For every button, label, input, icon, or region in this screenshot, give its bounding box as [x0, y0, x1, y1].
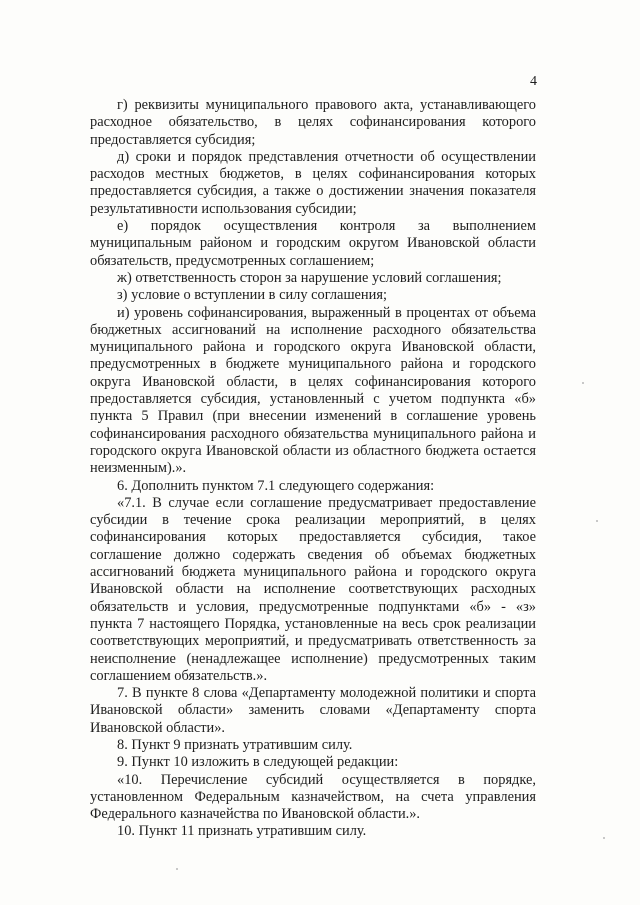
paragraph-z: з) условие о вступлении в силу соглашения;	[117, 287, 387, 304]
paragraph-item-9: 9. Пункт 10 изложить в следующей редакции:	[117, 754, 399, 771]
page-number: 4	[530, 74, 537, 89]
paragraph-e: е) порядок осуществления контроля за выполнением муниципальным районом и городским округом Ивановской области обязательств, предусмотренных соглашением;	[90, 218, 536, 269]
paragraph-zh: ж) ответственность сторон за нарушение условий соглашения;	[117, 269, 502, 286]
scan-speck	[596, 520, 598, 522]
paragraph-item-10-text: «10. Перечисление субсидий осуществляется в порядке, установленном Федеральным казначейством, на счета управления Федерального казначейства по Ивановской области.».	[90, 771, 536, 823]
scan-speck	[176, 868, 178, 870]
paragraph-item-7: 7. В пункте 8 слова «Департаменту молодежной политики и спорта Ивановской области» заменить словами «Департаменту спорта Ивановской области».	[90, 685, 536, 736]
scan-speck	[582, 382, 584, 384]
paragraph-d: д) сроки и порядок представления отчетности об осуществлении расходов местных бюджетов, в целях софинансирования которых предоставляется субсидия, а также о достижении значения показателя результативности использования субсидии;	[90, 148, 536, 217]
paragraph-item-10: 10. Пункт 11 признать утратившим силу.	[117, 823, 367, 840]
document-body	[90, 97, 536, 841]
paragraph-item-8: 8. Пункт 9 признать утратившим силу.	[117, 736, 353, 753]
scan-speck	[603, 837, 605, 839]
paragraph-g: г) реквизиты муниципального правового акта, устанавливающего расходное обязательство, в целях софинансирования которого предоставляется субсидия;	[90, 97, 536, 148]
paragraph-item-6: 6. Дополнить пунктом 7.1 следующего содержания:	[117, 477, 435, 494]
paragraph-i: и) уровень софинансирования, выраженный в процентах от объема бюджетных ассигнований на исполнение расходного обязательства муниципального района и городского округа Ивановской области, предусмотренных в бюджете муниципального района и городского округа Ивановской области, в целях софинансирования которого предоставляется субсидия, установленный с учетом подпункта «б» пункта 5 Правил (при внесении изменений в соглашение уровень софинансирования расходного обязательства муниципального района и городского округа Ивановской области из областного бюджета остается неизменным).».	[90, 304, 536, 477]
paragraph-item-7-1: «7.1. В случае если соглашение предусматривает предоставление субсидии в течение срока реализации мероприятий, в целях софинансирования которых предоставляется субсидия, такое соглашение должно содержать сведения об объемах бюджетных ассигнований бюджета муниципального района и городского округа Ивановской области на исполнение соответствующих расходных обязательств и условия, предусмотренные подпунктами «б» - «з» пункта 7 настоящего Порядка, установленные на весь срок реализации соответствующих мероприятий, и предусматривать ответственность за неисполнение (ненадлежащее исполнение) предусмотренных таким соглашением обязательств.».	[90, 494, 536, 684]
